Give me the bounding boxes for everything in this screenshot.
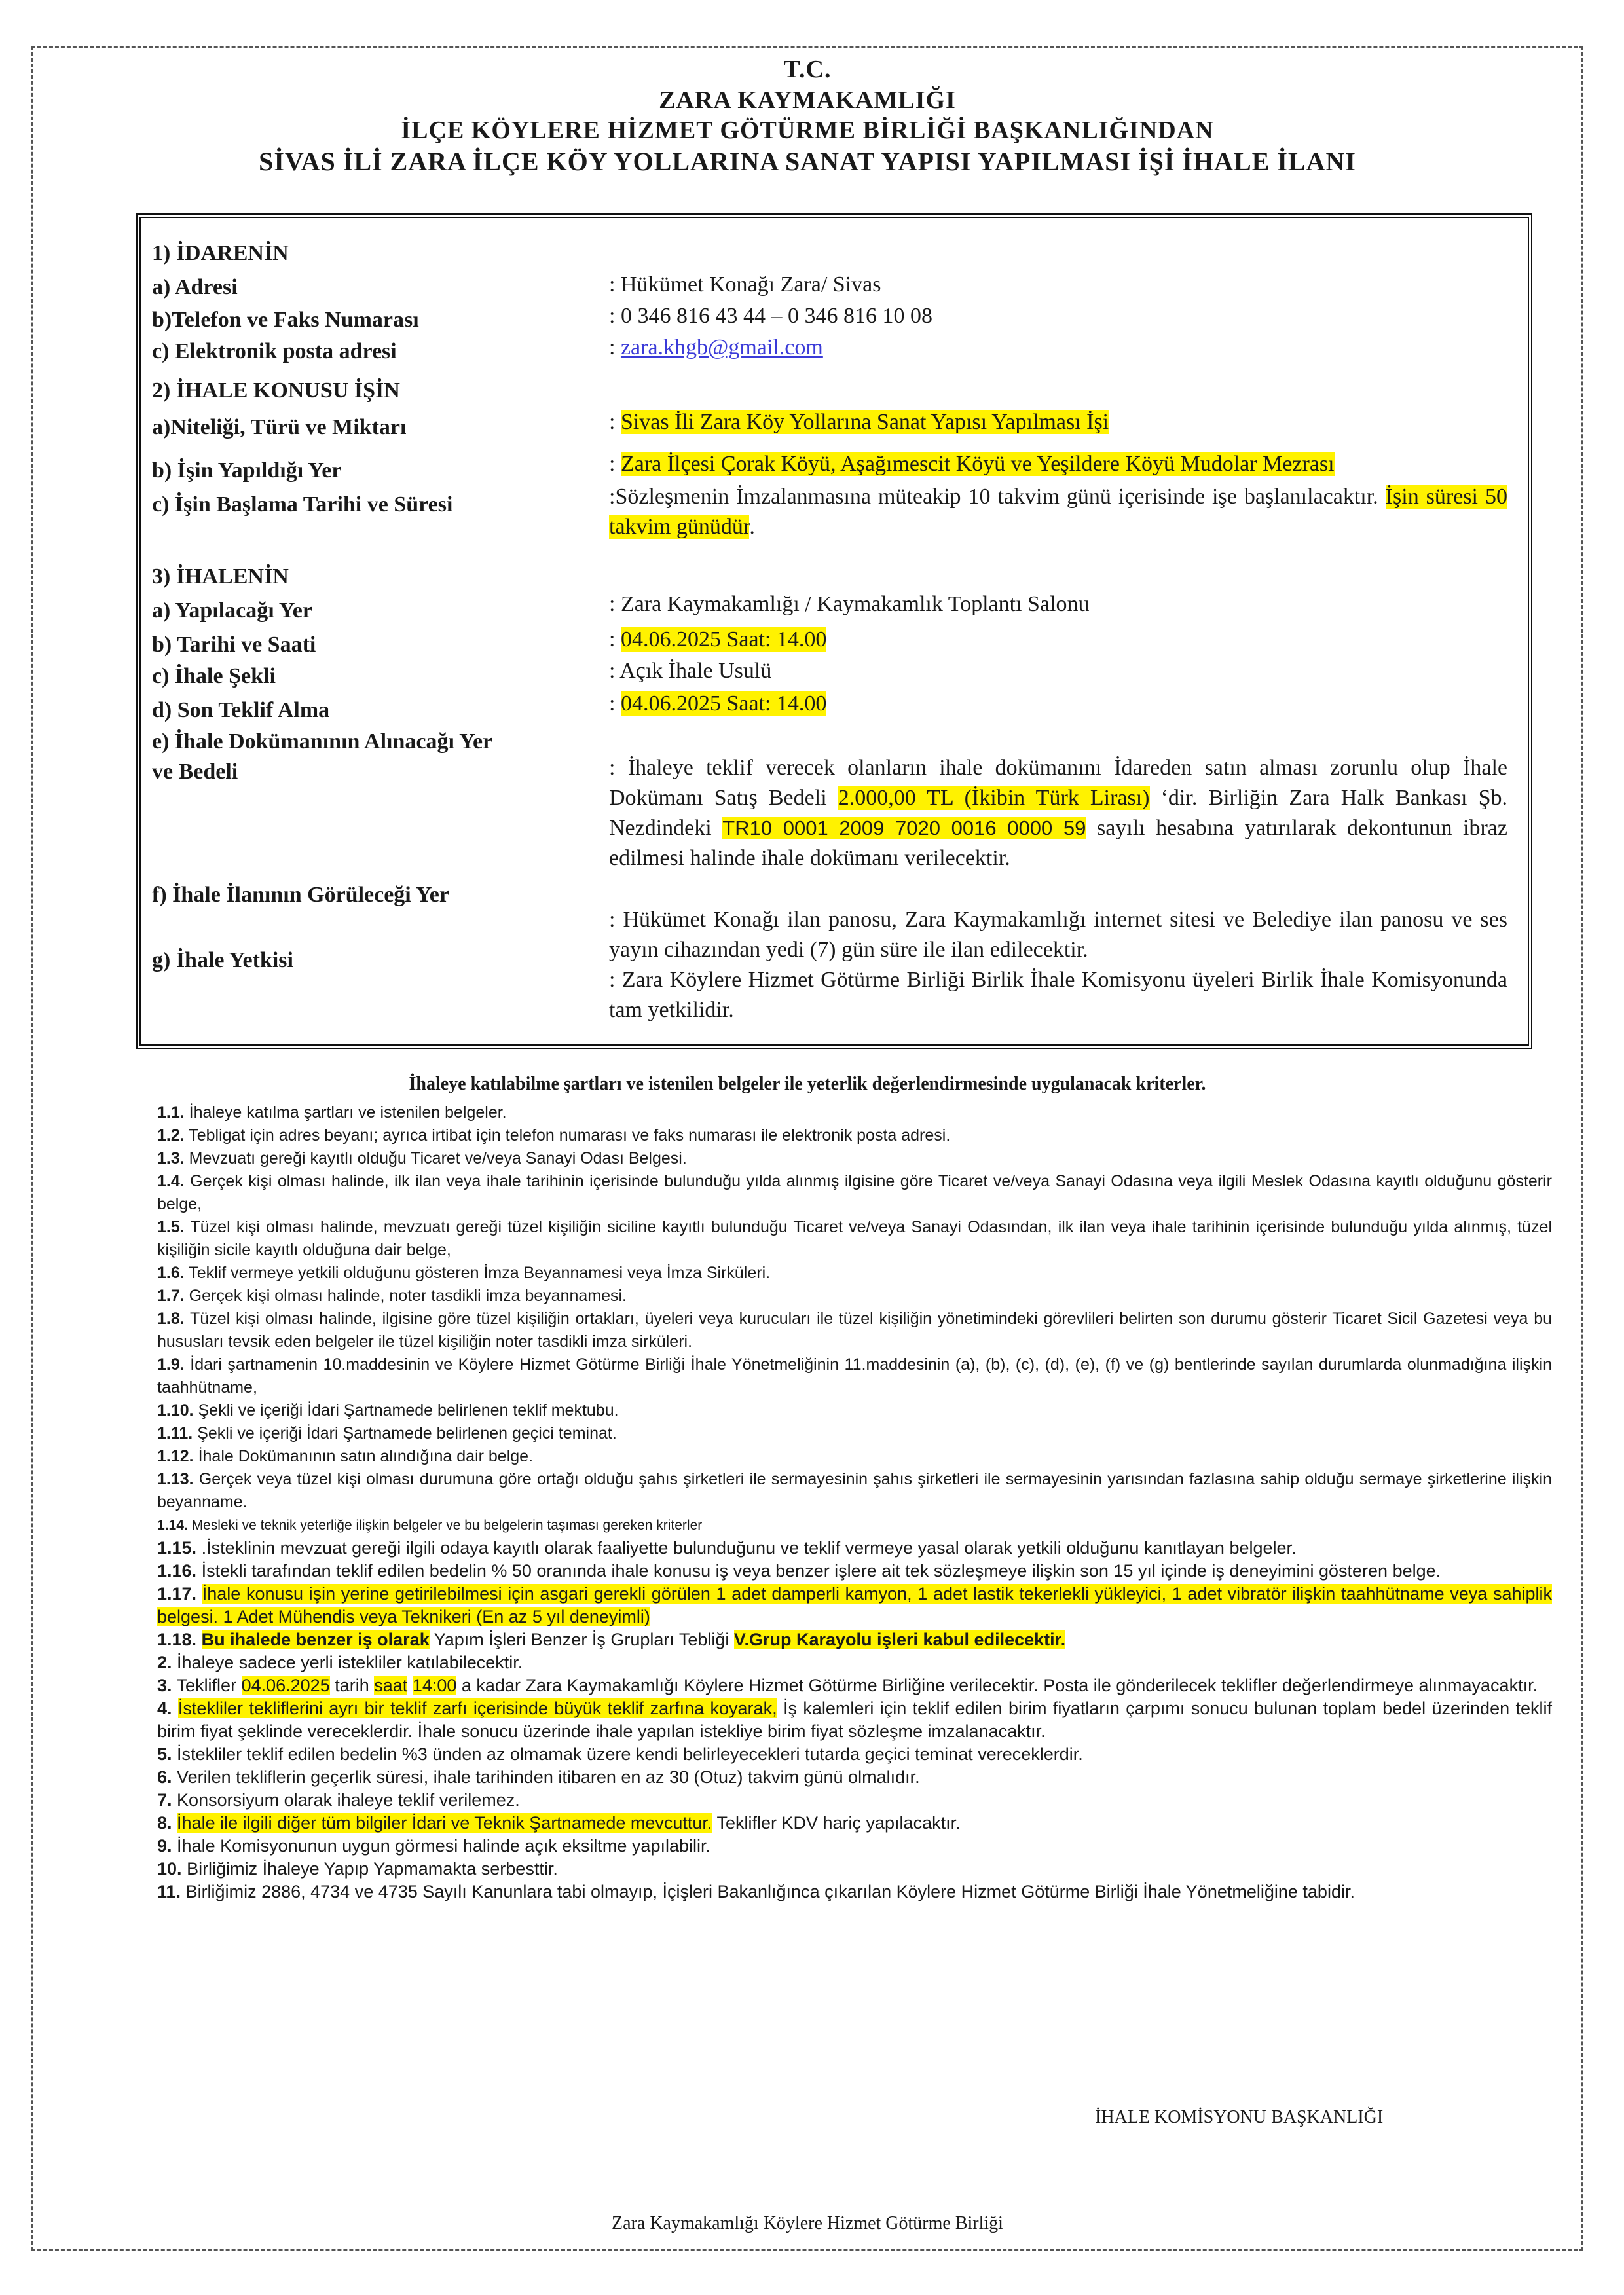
item-text: .İsteklinin mevzuat gereği ilgili odaya kayıtlı olarak faaliyette bulunduğunu ve teklif vermeye yasal olarak yetkili olduğunu kanıtlayan belgeler. [201, 1538, 1297, 1558]
label-tarih-saat: b) Tarihi ve Saati [152, 633, 316, 657]
item-text: Tüzel kişi olması halinde, mevzuatı gereği tüzel kişiliğin siciline kayıtlı bulunduğu Ticaret ve/veya Sanayi Odasından, ilk ilan veya ihale tarihinin içerisinde bulunduğu yılda alınmış, tüzel kişiliğin sicile kayıtlı olduğuna dair belge, [157, 1218, 1552, 1259]
value-ilan-yeri: : Hükümet Konağı ilan panosu, Zara Kaymakamlığı internet sitesi ve Belediye ilan panosu ve ses yayın cihazından yedi (7) gün süre ile ilan edilecektir. [609, 908, 1507, 962]
header-kaymakamlik: ZARA KAYMAKAMLIĞI [659, 86, 956, 114]
item-number: 1.2. [157, 1126, 185, 1145]
item-number: 1.8. [157, 1310, 185, 1328]
section-ihale-konusu-title: 2) İHALE KONUSU İŞİN [152, 378, 400, 403]
label-yapildigi-yer: b) İşin Yapıldığı Yer [152, 458, 342, 483]
criteria-title: İhaleye katılabilme şartları ve istenilen belgeler ile yeterlik değerlendirmesinde uygulanacak kriterler. [409, 1074, 1206, 1094]
yer-prefix: : [609, 452, 621, 476]
item-text: Gerçek kişi olması halinde, noter tasdikli imza beyannamesi. [189, 1287, 627, 1305]
baslama-end: . [749, 515, 755, 539]
label-adres: a) Adresi [152, 275, 238, 299]
item-number: 3. [157, 1676, 172, 1695]
niteligi-prefix: : [609, 410, 621, 434]
value-son-teklif [609, 689, 826, 719]
list-item [157, 1858, 1552, 1881]
item-number: 1.3. [157, 1149, 185, 1167]
label-son-teklif: d) Son Teklif Alma [152, 698, 330, 722]
item-text: İş kalemleri için teklif edilen birim fiyatların çarpımı sonucu bulunan toplam bedel üzerinden teklif birim fiyat şeklinde vereceklerdir. İhale sonucu üzerinde ihale yapılan istekliye birim fiyat sözleşme imzalanacaktır. [157, 1698, 1552, 1741]
list-item [157, 1881, 1552, 1903]
item-text: İhale Komisyonunun uygun görmesi halinde açık eksiltme yapılabilir. [177, 1836, 710, 1856]
list-item [157, 1674, 1552, 1697]
list-item [157, 1697, 1552, 1743]
item-text: Tebligat için adres beyanı; ayrıca irtibat için telefon numarası ve faks numarası ile elektronik posta adresi. [189, 1126, 951, 1145]
baslama-text: :Sözleşmenin İmzalanmasına müteakip 10 takvim günü içerisinde işe başlanılacaktır. [609, 485, 1386, 509]
highlight-sartname: İhale ile ilgili diğer tüm bilgiler İdari ve Teknik Şartnamede mevcuttur. [177, 1813, 712, 1833]
list-item [157, 1445, 1552, 1468]
list-item [157, 1170, 1552, 1216]
item-number: 1.5. [157, 1218, 185, 1236]
value-yapilacagi-yer: : Zara Kaymakamlığı / Kaymakamlık Toplantı Salonu [609, 592, 1090, 616]
item-text: Birliğimiz 2886, 4734 ve 4735 Sayılı Kanunlara tabi olmayıp, İçişleri Bakanlığınca çıkarılan Köylere Hizmet Götürme Birliği İhale Yönetmeliğine tabidir. [185, 1882, 1355, 1901]
value-baslama-suresi [609, 482, 1507, 542]
dokuman-text3: sayılı hesabına yatırılarak dekontunun ibraz edilmesi halinde ihale dokümanı verilecektir. [609, 816, 1507, 870]
item-text: a kadar Zara Kaymakamlığı Köylere Hizmet Götürme Birliğine verilecektir. Posta ile gönderilecek teklifler değerlendirmeye alınmayacaktır. [456, 1676, 1538, 1695]
item-space [407, 1676, 413, 1695]
item-text: Şekli ve içeriği İdari Şartnamede belirlenen geçici teminat. [197, 1424, 617, 1442]
item-number: 6. [157, 1767, 172, 1787]
label-niteligi: a)Niteliği, Türü ve Miktarı [152, 415, 407, 439]
value-eposta [609, 333, 823, 363]
highlight-teklif-saat: 14:00 [412, 1676, 457, 1695]
item-number: 1.9. [157, 1355, 185, 1374]
list-item [157, 1262, 1552, 1285]
item-text: Teklifler [176, 1676, 242, 1695]
list-item [157, 1285, 1552, 1308]
item-number: 1.17. [157, 1584, 197, 1604]
item-number: 8. [157, 1813, 172, 1833]
header-birlik: İLÇE KÖYLERE HİZMET GÖTÜRME BİRLİĞİ BAŞKANLIĞINDAN [401, 117, 1214, 144]
item-text: Şekli ve içeriği İdari Şartnamede belirlenen teklif mektubu. [198, 1401, 619, 1420]
item-number: 1.10. [157, 1401, 194, 1420]
item-text: İhaleye sadece yerli istekliler katılabilecektir. [177, 1653, 523, 1672]
list-item [157, 1651, 1552, 1674]
header-title: SİVAS İLİ ZARA İLÇE KÖY YOLLARINA SANAT YAPISI YAPILMASI İŞİ İHALE İLANI [259, 147, 1356, 176]
item-number: 1.12. [157, 1447, 194, 1465]
item-number: 1.18. [157, 1630, 197, 1649]
value-dokuman [609, 753, 1507, 873]
item-text: Konsorsiyum olarak ihaleye teklif verilemez. [177, 1790, 520, 1810]
item-number: 1.16. [157, 1561, 197, 1581]
highlight-ekipman: İhale konusu işin yerine getirilebilmesi için asgari gerekli görülen 1 adet damperli kamyon, 1 adet lastik tekerlekli yükleyici, 1 adet vibratör ilişkin taahhütname veya sahiplik belgesi. 1 Adet Mühendis veya Teknikeri (En az 5 yıl deneyimli) [157, 1584, 1552, 1626]
label-ihale-sekli: c) İhale Şekli [152, 664, 276, 688]
item-number: 1.14. [157, 1518, 188, 1533]
value-adres: : Hükümet Konağı Zara/ Sivas [609, 272, 881, 297]
list-item [157, 1216, 1552, 1262]
document-header [31, 54, 1583, 178]
list-item [157, 1353, 1552, 1399]
list-item [157, 1308, 1552, 1353]
item-number: 11. [157, 1882, 181, 1901]
item-number: 7. [157, 1790, 172, 1810]
email-link[interactable]: zara.khgb@gmail.com [620, 335, 823, 359]
list-item [157, 1147, 1552, 1170]
item-text: Gerçek kişi olması halinde, ilk ilan veya ihale tarihinin içerisinde bulunduğu yılda alınmış ilgisine göre Ticaret ve/veya Sanayi Odasına veya ilgili Meslek Odasına kayıtlı olduğunu gösterir belge, [157, 1172, 1553, 1213]
value-yapildigi-yer [609, 449, 1335, 479]
list-item [157, 1422, 1552, 1445]
label-dokuman-yeri: e) İhale Dokümanının Alınacağı Yer [152, 729, 493, 754]
highlight-benzer-is: Bu ihalede benzer iş olarak [201, 1630, 430, 1649]
label-ihale-yetkisi: g) İhale Yetkisi [152, 948, 293, 972]
item-text: Gerçek veya tüzel kişi olması durumuna göre ortağı olduğu şahıs şirketleri ile sermayesinin şahıs şirketleri ile sermayesinin yarısından fazlasına sahip olduğu sermaye şirketlerine ilişkin beyanname. [157, 1470, 1552, 1511]
highlight-dokuman-bedeli: 2.000,00 TL (İkibin Türk Lirası) [838, 786, 1150, 810]
highlight-iban: TR10 0001 2009 7020 0016 0000 59 [722, 817, 1086, 839]
item-number: 1.13. [157, 1470, 194, 1488]
signature-block: İHALE KOMİSYONU BAŞKANLIĞI [1095, 2107, 1384, 2127]
list-item [157, 1124, 1552, 1147]
value-telefon: : 0 346 816 43 44 – 0 346 816 10 08 [609, 304, 932, 328]
item-text: İstekli tarafından teklif edilen bedelin % 50 oranında ihale konusu iş veya benzer işlere ait tek sözleşmeye ilişkin son 15 yıl içinde iş deneyimini gösteren belge. [201, 1561, 1441, 1581]
dokuman-text1: : İhaleye teklif verecek olanların ihale dokümanını İdareden satın alması zorunlu olup İhale Dokümanı Satış Bedeli [609, 756, 1507, 810]
value-niteligi [609, 407, 1109, 437]
son-teklif-prefix: : [609, 691, 621, 716]
highlight-saat-word: saat [374, 1676, 408, 1695]
item-number: 9. [157, 1836, 172, 1856]
highlight-ihale-tarihi: 04.06.2025 Saat: 14.00 [620, 627, 827, 652]
header-tc: T.C. [783, 56, 832, 83]
item-text: Teklifler KDV hariç yapılacaktır. [712, 1813, 961, 1833]
highlight-zarf: İstekliler tekliflerini ayrı bir teklif zarfı içerisinde büyük teklif zarfına koyarak, [177, 1698, 777, 1718]
list-item [157, 1743, 1552, 1766]
item-text: Yapım İşleri Benzer İş Grupları Tebliği [429, 1630, 734, 1649]
list-item [157, 1789, 1552, 1812]
eposta-prefix: : [609, 335, 621, 359]
item-number: 4. [157, 1698, 172, 1718]
list-item [157, 1537, 1552, 1560]
dokuman-text2: ‘dir. Birliğin Zara Halk Bankası Şb. Nezdindeki [609, 786, 1507, 840]
value-ihale-yetkisi: : Zara Köylere Hizmet Götürme Birliği Birlik İhale Komisyonu üyeleri Birlik İhale Komisyonunda tam yetkilidir. [609, 968, 1507, 1022]
item-number: 1.1. [157, 1103, 185, 1122]
value-ihale-sekli: : Açık İhale Usulü [609, 659, 772, 683]
item-text: Tüzel kişi olması halinde, ilgisine göre tüzel kişiliğin ortakları, üyeleri veya kurucuları ile tüzel kişiliğin yönetimindeki görevlileri belirten son durumu gösterir Ticaret Sicil Gazetesi veya bu hususları tevsik eden belgeler ile tüzel kişiliğin noter tasdikli imza sirküleri. [157, 1310, 1552, 1351]
list-item [157, 1835, 1552, 1858]
item-text: Teklif vermeye yetkili olduğunu gösteren İmza Beyannamesi veya İmza Sirküleri. [189, 1264, 771, 1282]
section-ihalenin-title: 3) İHALENİN [152, 564, 289, 589]
item-number: 10. [157, 1859, 182, 1879]
item-text: İdari şartnamenin 10.maddesinin ve Köylere Hizmet Götürme Birliği İhale Yönetmeliğinin 11.maddesinin (a), (b), (c), (d), (e), (f) ve (g) bentlerinde sayılan durumlarda olunmadığına ilişkin taahhütname, [157, 1355, 1552, 1397]
label-eposta: c) Elektronik posta adresi [152, 339, 397, 363]
label-ilan-yeri: f) İhale İlanının Görüleceği Yer [152, 883, 449, 907]
list-item [157, 1583, 1552, 1628]
list-item [157, 1468, 1552, 1514]
list-item [157, 1766, 1552, 1789]
list-item [157, 1560, 1552, 1583]
value-tarih-saat [609, 625, 826, 655]
highlight-karayolu: V.Grup Karayolu işleri kabul edilecektir. [733, 1630, 1066, 1649]
item-text: İhaleye katılma şartları ve istenilen belgeler. [189, 1103, 507, 1122]
tarih-prefix: : [609, 627, 621, 652]
item-text: İstekliler teklif edilen bedelin %3 ünden az olmamak üzere kendi belirleyecekleri tutarda geçici teminat vereceklerdir. [177, 1744, 1083, 1764]
item-text: Birliğimiz İhaleye Yapıp Yapmamakta serbesttir. [187, 1859, 558, 1879]
item-number: 1.4. [157, 1172, 185, 1190]
label-dokuman-bedeli: ve Bedeli [152, 760, 238, 784]
item-number: 2. [157, 1653, 172, 1672]
section-idarenin-title: 1) İDARENİN [152, 241, 289, 265]
highlight-is-adi: Sivas İli Zara Köy Yollarına Sanat Yapısı Yapılması İşi [620, 410, 1109, 434]
item-text: Verilen tekliflerin geçerlik süresi, ihale tarihinden itibaren en az 30 (Otuz) takvim günü olmalıdır. [177, 1767, 920, 1787]
highlight-is-yeri: Zara İlçesi Çorak Köyü, Aşağımescit Köyü ve Yeşildere Köyü Mudolar Mezrası [620, 452, 1335, 476]
item-number: 1.6. [157, 1264, 185, 1282]
list-item [157, 1812, 1552, 1835]
item-number: 1.15. [157, 1538, 197, 1558]
list-item [157, 1628, 1552, 1651]
item-text: Mevzuatı gereği kayıtlı olduğu Ticaret ve/veya Sanayi Odası Belgesi. [189, 1149, 687, 1167]
criteria-list [157, 1101, 1552, 1903]
page-footer: Zara Kaymakamlığı Köylere Hizmet Götürme Birliği [612, 2213, 1003, 2233]
label-telefon: b)Telefon ve Faks Numarası [152, 308, 419, 332]
label-yapilacagi-yer: a) Yapılacağı Yer [152, 598, 312, 623]
item-number: 1.7. [157, 1287, 185, 1305]
highlight-teklif-tarih: 04.06.2025 [241, 1676, 330, 1695]
item-text: İhale Dokümanının satın alındığına dair belge. [198, 1447, 534, 1465]
list-item [157, 1101, 1552, 1124]
highlight-is-suresi: İşin süresi 50 takvim günüdür [609, 485, 1507, 539]
item-number: 1.11. [157, 1424, 193, 1442]
label-baslama-suresi: c) İşin Başlama Tarihi ve Süresi [152, 492, 453, 517]
list-item [157, 1399, 1552, 1422]
list-item [157, 1514, 1552, 1537]
highlight-son-teklif: 04.06.2025 Saat: 14.00 [620, 691, 827, 716]
item-text: Mesleki ve teknik yeterliğe ilişkin belgeler ve bu belgelerin taşıması gereken kriterler [191, 1518, 703, 1533]
item-number: 5. [157, 1744, 172, 1764]
item-text: tarih [329, 1676, 375, 1695]
